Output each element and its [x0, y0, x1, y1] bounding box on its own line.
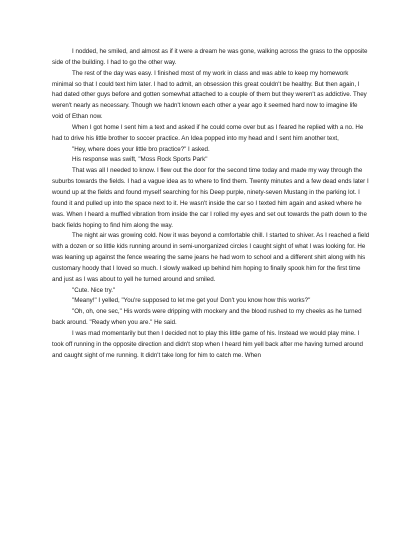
paragraph-1: I nodded, he smiled, and almost as if it were a dream he was gone, walking across the grass to the opposite side of the building. I had to go the other way.	[52, 48, 368, 66]
paragraph-2: The rest of the day was easy. I finished most of my work in class and was able to keep my homework minimal so that I could text him later. I had to admit, an obsession this great couldn't be healthy. But then again, I had dated other guys before and gotten somewhat attached to a couple of them but they weren't as addictive. They weren't nearly as necessary. Though we hadn't known each other a year ago it seemed hard now to imagine life void of Ethan now.	[52, 69, 367, 121]
paragraph-5: His response was swift, "Moss Rock Sports Park"	[72, 156, 208, 164]
paragraph-4: "Hey, where does your little bro practice?" I asked.	[72, 145, 210, 153]
paragraph-10: "Oh, oh, one sec," His words were dripping with mockery and the blood rushed to my cheeks as he turned back around. "Ready when you are." He said.	[52, 308, 362, 327]
body-text	[52, 47, 370, 361]
paragraph-8: "Cute. Nice try."	[72, 286, 116, 294]
paragraph-9: "Meany!" I yelled, "You're supposed to let me get you! Don't you know how this works?"	[72, 297, 311, 305]
paragraph-11: I was mad momentarily but then I decided not to play this little game of his. Instead we would play mine. I took off running in the opposite direction and didn't stop when I heard him yell back after me having turned around and caught sight of me running. It didn't take long for him to catch me. When	[52, 329, 363, 359]
paragraph-3: When I got home I sent him a text and asked if he could come over but as I feared he replied with a no. He had to drive his little brother to soccer practice. An Idea popped into my head and I sent him another text,	[52, 123, 364, 142]
paragraph-7: The night air was growing cold. Now it was beyond a comfortable chill. I started to shiver. As I reached a field with a dozen or so little kids running around in semi-unorganized circles I caught sight of what I was looking for. He was leaning up against the fence wearing the same jeans he had worn to school and a different shirt along with his customary hoody that I loved so much. I slowly walked up behind him hoping to finally spook him for the first time and just as I was about to yell he turned around and smiled.	[52, 232, 370, 283]
paragraph-6: That was all I needed to know. I flew out the door for the second time today and made my way through the suburbs towards the fields. I had a vague idea as to where to find them. Twenty minutes and a few dead ends later I wound up at the fields and found myself searching for his Deep purple, ninety-seven Mustang in the parking lot. I found it and pulled up into the space next to it. He wasn't inside the car so I texted him again and asked where he was. When I heard a muffled vibration from inside the car I rolled my eyes and set out towards the path down to the back fields hoping to find him along the way.	[52, 167, 369, 229]
